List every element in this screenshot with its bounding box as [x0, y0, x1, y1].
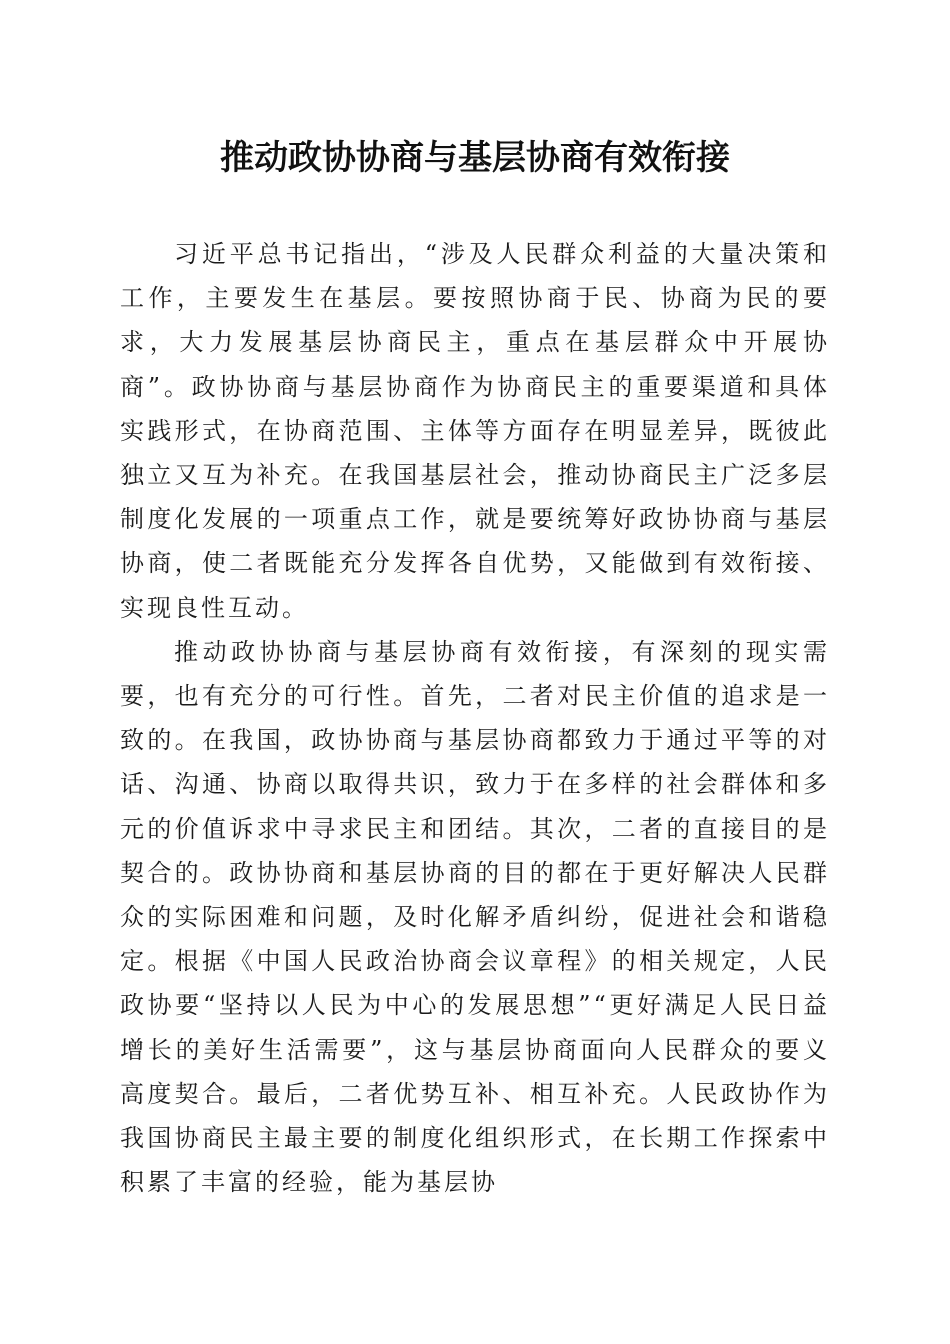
document-body — [120, 232, 830, 1204]
document-title: 推动政协协商与基层协商有效衔接 — [220, 138, 730, 178]
paragraph-1: 习近平总书记指出，“涉及人民群众利益的大量决策和工作，主要发生在基层。要按照协商于民、协商为民的要求，大力发展基层协商民主，重点在基层群众中开展协商”。政协协商与基层协商作为协商民主的重要渠道和具体实践形式，在协商范围、主体等方面存在明显差异，既彼此独立又互为补充。在我国基层社会，推动协商民主广泛多层制度化发展的一项重点工作，就是要统筹好政协协商与基层协商，使二者既能充分发挥各自优势，又能做到有效衔接、实现良性互动。 — [120, 240, 830, 622]
paragraph-2: 推动政协协商与基层协商有效衔接，有深刻的现实需要，也有充分的可行性。首先，二者对民主价值的追求是一致的。在我国，政协协商与基层协商都致力于通过平等的对话、沟通、协商以取得共识，致力于在多样的社会群体和多元的价值诉求中寻求民主和团结。其次，二者的直接目的是契合的。政协协商和基层协商的目的都在于更好解决人民群众的实际困难和问题，及时化解矛盾纠纷，促进社会和谐稳定。根据《中国人民政治协商会议章程》的相关规定，人民政协要“坚持以人民为中心的发展思想”“更好满足人民日益增长的美好生活需要”，这与基层协商面向人民群众的要义高度契合。最后，二者优势互补、相互补充。人民政协作为我国协商民主最主要的制度化组织形式，在长期工作探索中积累了丰富的经验，能为基层协 — [120, 637, 830, 1197]
